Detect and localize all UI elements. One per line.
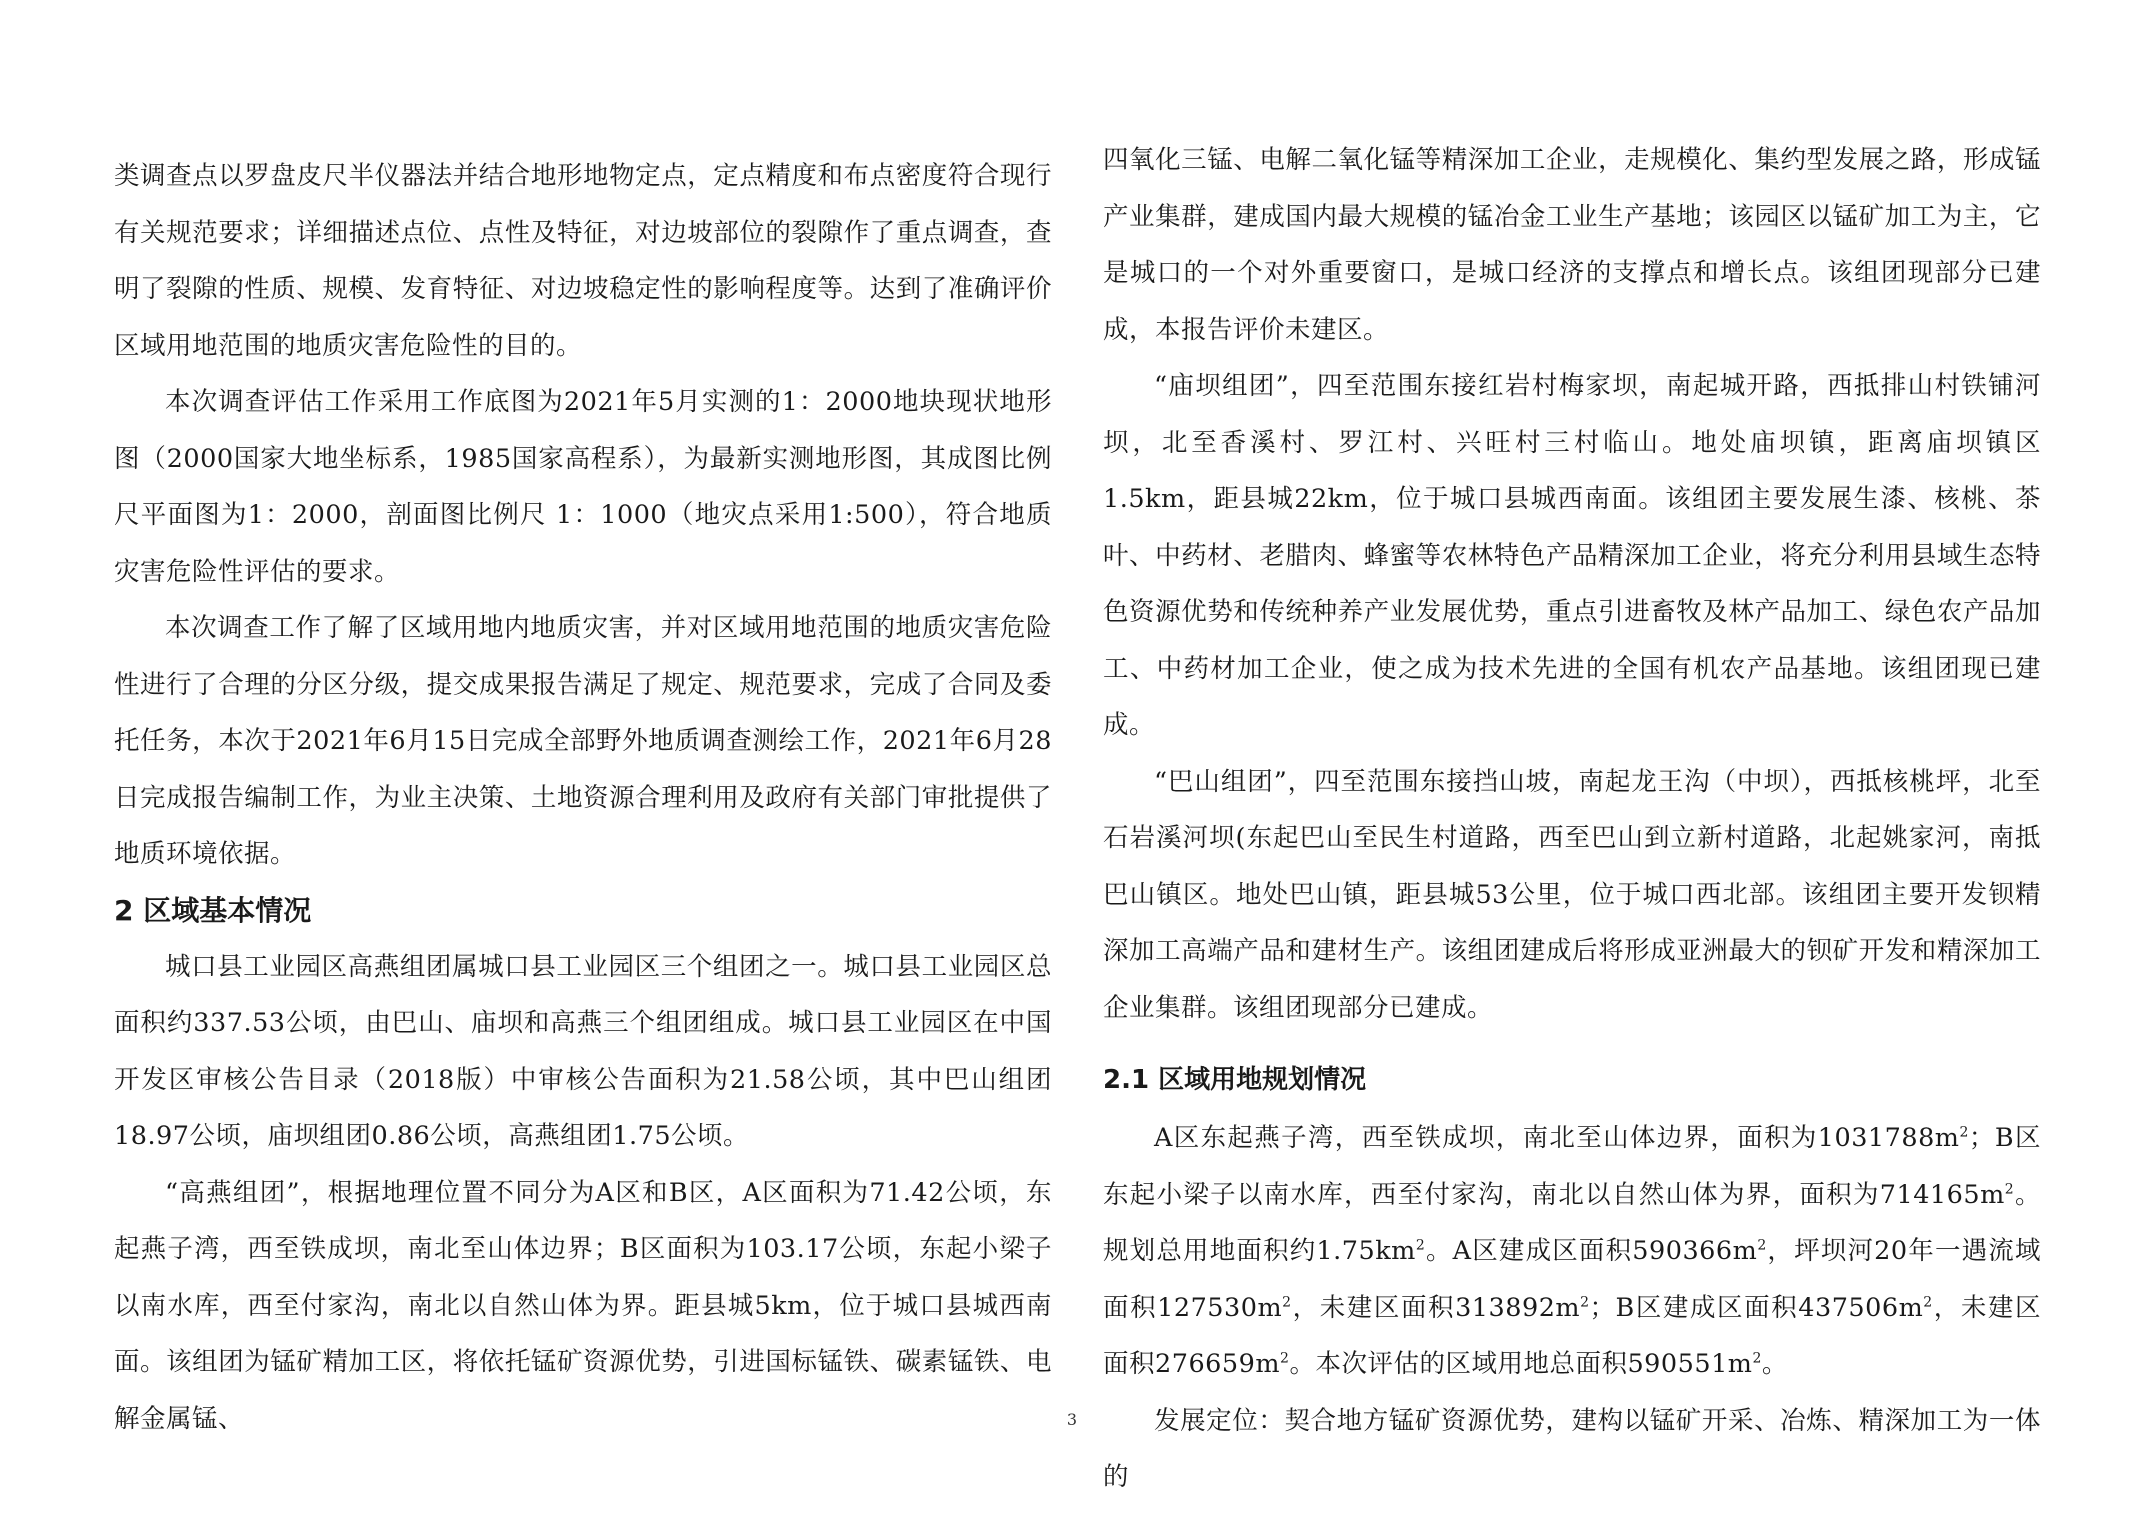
superscript: 2 <box>1959 1124 1969 1141</box>
superscript: 2 <box>1282 1294 1292 1310</box>
section-heading-2-1: 2.1 区域用地规划情况 <box>1103 1065 1367 1095</box>
page-number: 3 <box>1066 1410 1078 1429</box>
superscript: 2 <box>1415 1237 1426 1254</box>
area-text: ，坪坝河20年一遇流域面积127530m <box>1103 1236 2041 1323</box>
superscript: 2 <box>1280 1350 1290 1367</box>
paragraph-land-area <box>1103 1110 2041 1393</box>
paragraph-base-map: 本次调查评估工作采用工作底图为2021年5月实测的1：2000地块现状地形图（2000国家大地坐标系，1985国家高程系），为最新实测地形图，其成图比例尺平面图为1：2000，剖面图比例尺 1：1000（地灾点采用1:500），符合地质灾害危险性评估的要求。 <box>114 387 1052 587</box>
left-column <box>114 148 1052 1447</box>
superscript: 2 <box>1752 1350 1762 1367</box>
paragraph-survey-work: 本次调查工作了解了区域用地内地质灾害，并对区域用地范围的地质灾害危险性进行了合理的分区分级，提交成果报告满足了规定、规范要求，完成了合同及委托任务，本次于2021年6月15日完成全部野外地质调查测绘工作，2021年6月28日完成报告编制工作，为业主决策、土地资源合理利用及政府有关部门审批提供了地质环境依据。 <box>114 613 1052 869</box>
area-text: 。 <box>1761 1349 1788 1379</box>
area-text: 。A区建成区面积590366m <box>1425 1236 1758 1266</box>
superscript: 2 <box>1923 1294 1933 1310</box>
area-text: A区东起燕子湾，西至铁成坝，南北至山体边界，面积为1031788m <box>1154 1123 1960 1153</box>
superscript: 2 <box>1580 1294 1590 1310</box>
area-text: ，未建区面积276659m <box>1103 1292 2041 1379</box>
area-text: ，未建区面积313892m <box>1291 1292 1581 1323</box>
paragraph-miaoba-group: “庙坝组团”，四至范围东接红岩村梅家坝，南起城开路，西抵排山村铁铺河坝，北至香溪村、罗江村、兴旺村三村临山。地处庙坝镇，距离庙坝镇区1.5km，距县城22km，位于城口县城西南面。该组团主要发展生漆、核桃、茶叶、中药材、老腊肉、蜂蜜等农林特色产品精深加工企业，将充分利用县域生态特色资源优势和传统种养产业发展优势，重点引进畜牧及林产品加工、绿色农产品加工、中药材加工企业，使之成为技术先进的全国有机农产品基地。该组团现已建成。 <box>1103 371 2041 740</box>
paragraph-bashan-group: “巴山组团”，四至范围东接挡山坡，南起龙王沟（中坝），西抵核桃坪，北至石岩溪河坝(东起巴山至民生村道路，西至巴山到立新村道路，北起姚家河，南抵巴山镇区。地处巴山镇，距县城53公里，位于城口西北部。该组团主要开发钡精深加工高端产品和建材生产。该组团建成后将形成亚洲最大的钡矿开发和精深加工企业集群。该组团现部分已建成。 <box>1103 766 2041 1023</box>
right-column <box>1103 132 2041 1506</box>
section-heading-2: 2 区域基本情况 <box>114 893 312 927</box>
superscript: 2 <box>2004 1181 2015 1197</box>
paragraph-gaoyan-continued: 四氧化三锰、电解二氧化锰等精深加工企业，走规模化、集约型发展之路，形成锰产业集群，建成国内最大规模的锰冶金工业生产基地；该园区以锰矿加工为主，它是城口的一个对外重要窗口，是城口经济的支撑点和增长点。该组团现部分已建成，本报告评价未建区。 <box>1103 145 2041 345</box>
superscript: 2 <box>1757 1237 1767 1254</box>
area-text: 。本次评估的区域用地总面积590551m <box>1289 1349 1753 1379</box>
area-text: 。规划总用地面积约1.75km <box>1103 1179 2041 1266</box>
area-text: ；B区东起小梁子以南水库，西至付家沟，南北以自然山体为界，面积为714165m <box>1103 1123 2041 1210</box>
paragraph-survey-method: 类调查点以罗盘皮尺半仪器法并结合地形地物定点，定点精度和布点密度符合现行有关规范要求；详细描述点位、点性及特征，对边坡部位的裂隙作了重点调查，查明了裂隙的性质、规模、发育特征、对边坡稳定性的影响程度等。达到了准确评价区域用地范围的地质灾害危险性的目的。 <box>114 161 1052 361</box>
area-text: ；B区建成区面积437506m <box>1589 1292 1924 1323</box>
paragraph-gaoyan-group: “高燕组团”，根据地理位置不同分为A区和B区，A区面积为71.42公顷，东起燕子湾，西至铁成坝，南北至山体边界；B区面积为103.17公顷，东起小梁子以南水库，西至付家沟，南北以自然山体为界。距县城5km，位于城口县城西南面。该组团为锰矿精加工区，将依托锰矿资源优势，引进国标锰铁、碳素锰铁、电解金属锰、 <box>114 1177 1052 1434</box>
paragraph-development-positioning: 发展定位：契合地方锰矿资源优势，建构以锰矿开采、冶炼、精深加工为一体的 <box>1103 1405 2041 1492</box>
paragraph-industrial-park: 城口县工业园区高燕组团属城口县工业园区三个组团之一。城口县工业园区总面积约337.53公顷，由巴山、庙坝和高燕三个组团组成。城口县工业园区在中国开发区审核公告目录（2018版）中审核公告面积为21.58公顷，其中巴山组团18.97公顷，庙坝组团0.86公顷，高燕组团1.75公顷。 <box>114 951 1052 1151</box>
